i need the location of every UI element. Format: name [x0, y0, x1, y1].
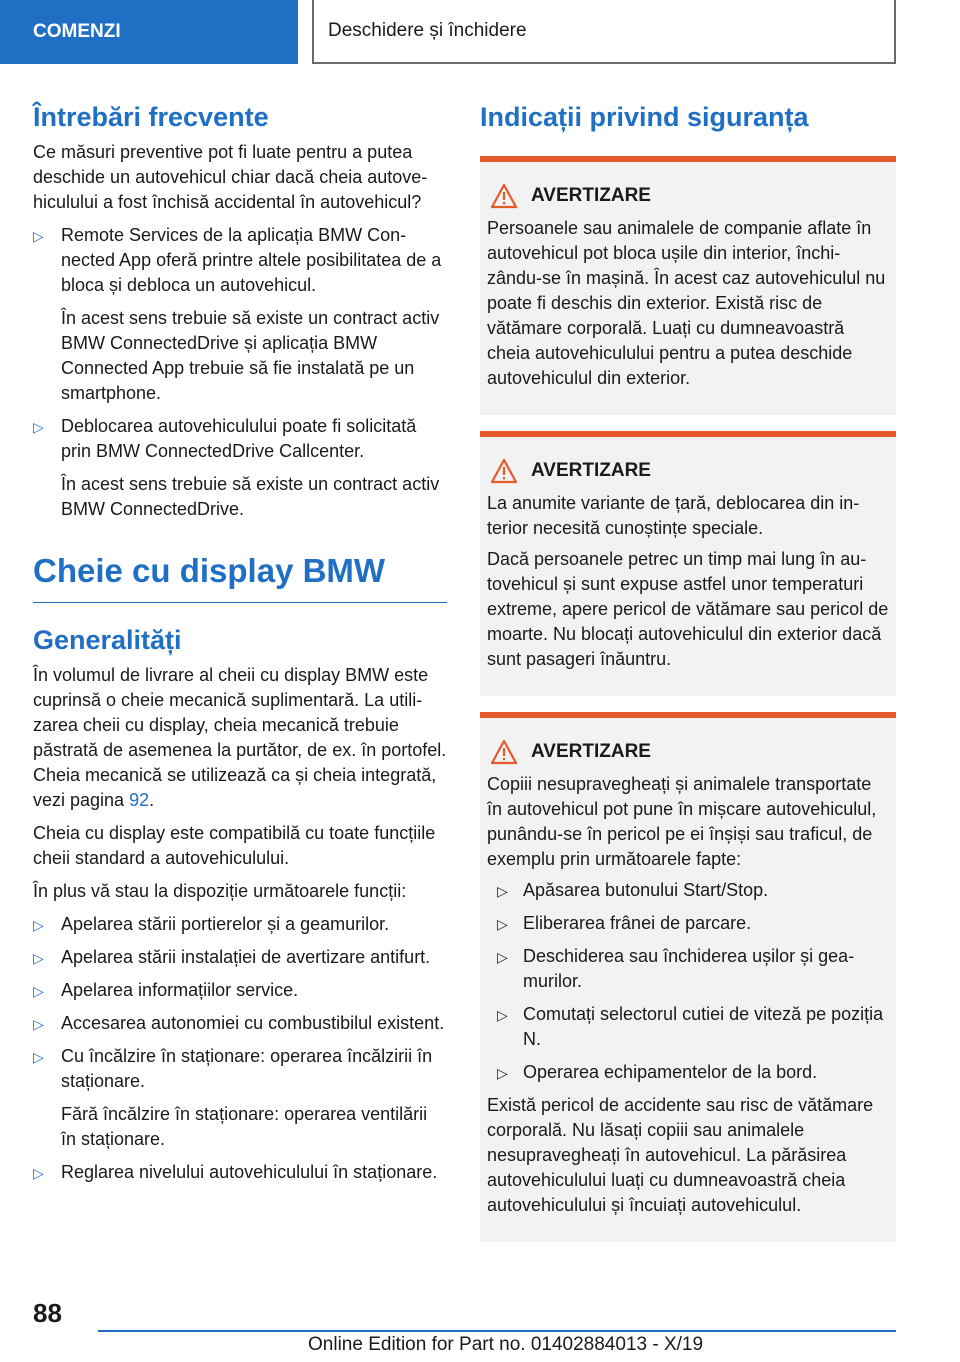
faq-item-note: În acest sens trebuie să existe un contract activ BMW ConnectedDrive. — [61, 474, 440, 519]
function-item — [33, 1160, 447, 1185]
warning-list-item — [487, 1002, 889, 1052]
faq-item — [33, 223, 447, 406]
warning-title: AVERTIZARE — [531, 185, 651, 206]
warning-list-item — [487, 1060, 889, 1085]
triangle-bullet-icon: ▷ — [33, 419, 44, 435]
faq-question: Ce măsuri preventive pot fi luate pentru a putea deschide un autovehicul chiar dacă cheia autovehiculului a fost închisă accidental în autovehicul? — [33, 142, 428, 212]
warning-list-text: Eliberarea frânei de parcare. — [523, 913, 752, 933]
page-reference-link[interactable]: 92 — [129, 790, 150, 810]
triangle-bullet-icon: ▷ — [497, 883, 508, 899]
function-item — [33, 1044, 447, 1152]
warning-list-text: Deschiderea sau închiderea ușilor și geamurilor. — [523, 946, 855, 991]
triangle-bullet-icon: ▷ — [33, 1165, 44, 1181]
right-column — [480, 100, 896, 1258]
warning-header — [487, 457, 889, 485]
warning-box — [480, 712, 896, 1242]
warning-header — [487, 182, 889, 210]
safety-heading: Indicații privind siguranța — [480, 102, 809, 132]
faq-item — [33, 414, 447, 522]
function-item-text: Reglarea nivelului autovehiculului în staționare. — [61, 1162, 438, 1182]
general-text-end: . — [149, 790, 155, 810]
function-item — [33, 912, 447, 937]
triangle-bullet-icon: ▷ — [497, 916, 508, 932]
faq-heading: Întrebări frecvente — [33, 102, 269, 132]
left-column — [33, 100, 447, 1193]
page-number: 88 — [33, 1298, 62, 1328]
footer-edition: Online Edition for Part no. 01402884013 - X/19 — [308, 1334, 704, 1355]
compatibility-paragraph: Cheia cu display este compatibilă cu toate funcțiile cheii standard a autovehiculului. — [33, 823, 436, 868]
function-item-text: Cu încălzire în staționare: operarea încălzirii în staționare. — [61, 1046, 433, 1091]
warning-list-text: Operarea echipamentelor de la bord. — [523, 1062, 818, 1082]
faq-list — [33, 223, 447, 522]
triangle-bullet-icon: ▷ — [497, 1007, 508, 1023]
function-item-text: Accesarea autonomiei cu combustibilul existent. — [61, 1013, 445, 1033]
warning-list-text: Apăsarea butonului Start/Stop. — [523, 880, 769, 900]
function-item — [33, 1011, 447, 1036]
warning-text: Copiii nesupravegheați și animalele transportate în autovehicul pot pune în mișcare autovehiculul, punându-se în pericol pe ei înșiși sau traficul, de exemplu prin următoarele fapte: — [487, 774, 877, 869]
triangle-bullet-icon: ▷ — [33, 1049, 44, 1065]
footer-divider — [98, 1330, 896, 1332]
warning-title: AVERTIZARE — [531, 741, 651, 762]
general-heading: Generalități — [33, 625, 182, 655]
triangle-bullet-icon: ▷ — [33, 950, 44, 966]
function-item-text: Apelarea informațiilor service. — [61, 980, 299, 1000]
warning-triangle-icon — [490, 739, 518, 765]
warning-list-item — [487, 911, 889, 936]
section-label: COMENZI — [33, 21, 121, 42]
warning-header — [487, 738, 889, 766]
warning-box — [480, 156, 896, 415]
warning-triangle-icon — [490, 458, 518, 484]
chapter-tab — [312, 0, 896, 64]
function-item — [33, 945, 447, 970]
general-paragraph — [33, 663, 447, 813]
warning-box — [480, 431, 896, 696]
warning-text: Dacă persoanele petrec un timp mai lung în autovehicul și sunt expuse astfel unor temperaturi extreme, apere pericol de vătămare sau pericol de moarte. Nu blocați autovehiculul din exterior dacă sunt pasageri înăuntru. — [487, 549, 889, 669]
faq-item-note: În acest sens trebuie să existe un contract activ BMW ConnectedDrive și aplicația BMW Connected App trebuie să fie instalată pe un smartphone. — [61, 308, 440, 403]
function-item-note: Fără încălzire în staționare: operarea ventilării în staționare. — [61, 1104, 428, 1149]
warning-text: Persoanele sau animalele de companie aflate în autovehicul pot bloca ușile din interior, închizându-se în mașină. În acest caz autovehiculul nu poate fi deschis din exterior. Există risc de vătămare corporală. Luați cu dumneavoastră cheia autovehiculului pentru a putea deschide autovehiculul din exterior. — [487, 218, 886, 388]
triangle-bullet-icon: ▷ — [33, 983, 44, 999]
chapter-label: Deschidere și închidere — [328, 20, 527, 41]
warning-text: La anumite variante de țară, deblocarea din interior necesită cunoștințe speciale. — [487, 493, 860, 538]
triangle-bullet-icon: ▷ — [497, 1065, 508, 1081]
functions-intro: În plus vă stau la dispoziție următoarele funcții: — [33, 881, 407, 901]
warning-text: Există pericol de accidente sau risc de vătămare corporală. Nu lăsați copiii sau animalele nesupravegheați în autovehicul. La părăsirea autovehiculului luați cu dumneavoastră cheia autovehiculului și încuiați autovehiculul. — [487, 1095, 874, 1215]
section-heading: Cheie cu display BMW — [33, 550, 447, 603]
function-item — [33, 978, 447, 1003]
function-item-text: Apelarea stării instalației de avertizare antifurt. — [61, 947, 431, 967]
warning-list-item — [487, 944, 889, 994]
section-tab — [0, 0, 298, 64]
triangle-bullet-icon: ▷ — [497, 949, 508, 965]
triangle-bullet-icon: ▷ — [33, 1016, 44, 1032]
function-item-text: Apelarea stării portierelor și a geamurilor. — [61, 914, 390, 934]
warning-list-text: Comutați selectorul cutiei de viteză pe poziția N. — [523, 1004, 884, 1049]
general-text: În volumul de livrare al cheii cu display BMW este cuprinsă o cheie mecanică suplimentară. La utilizarea cheii cu display, cheia mecanică trebuie păstrată de asemenea la purtător, de ex. în portofel. Cheia mecanică se utilizează ca și cheia integrată, vezi pagina — [33, 665, 447, 810]
triangle-bullet-icon: ▷ — [33, 228, 44, 244]
warning-triangle-icon — [490, 183, 518, 209]
functions-list — [33, 912, 447, 1185]
faq-item-text: Remote Services de la aplicația BMW Connected App oferă printre altele posibilitatea de a bloca și debloca un autovehicul. — [61, 225, 442, 295]
faq-item-text: Deblocarea autovehiculului poate fi solicitată prin BMW ConnectedDrive Callcenter. — [61, 416, 417, 461]
triangle-bullet-icon: ▷ — [33, 917, 44, 933]
warning-list-item — [487, 878, 889, 903]
warning-list — [487, 878, 889, 1085]
warning-title: AVERTIZARE — [531, 460, 651, 481]
